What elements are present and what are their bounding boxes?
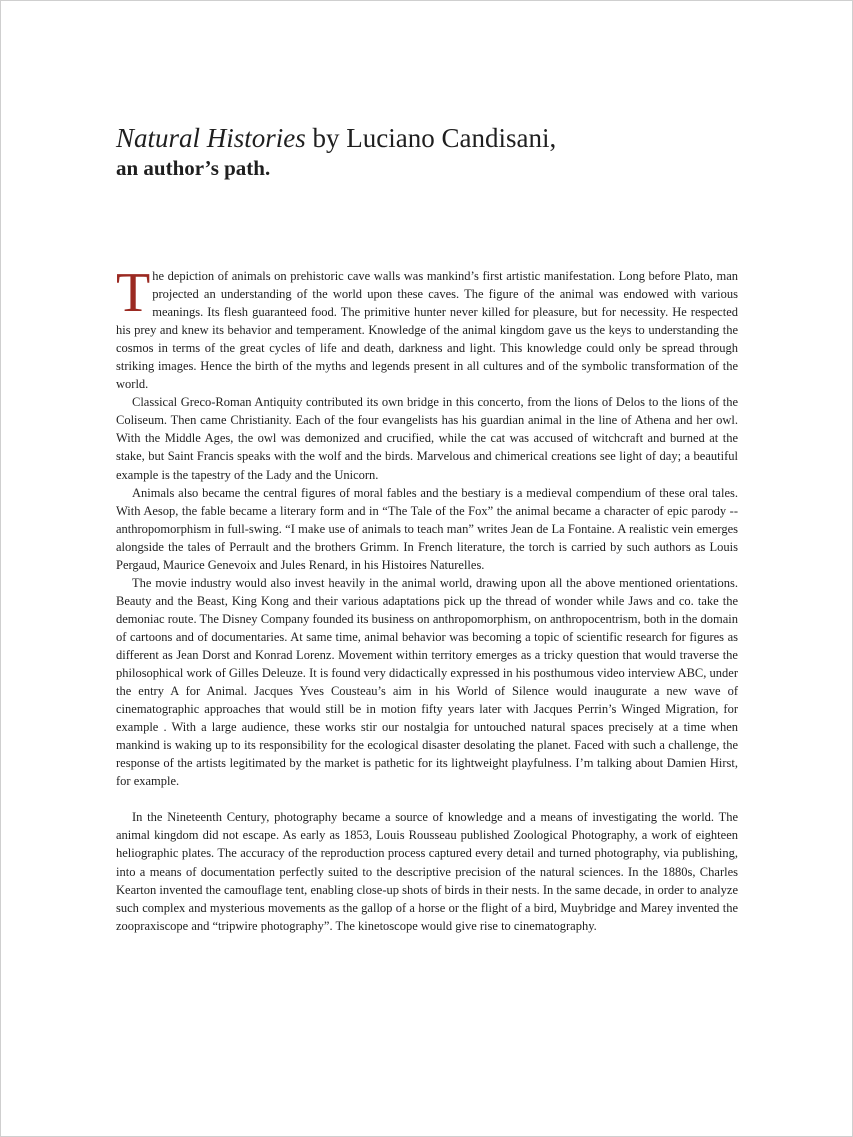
title-line <box>116 122 556 155</box>
paragraph-2: Classical Greco-Roman Antiquity contributed its own bridge in this concerto, from the lions of Delos to the lions of the Coliseum. Then came Christianity. Each of the four evangelists has his guardian animal in the line of Athena and her owl. With the Middle Ages, the owl was demonized and crucified, while the cat was accused of witchcraft and burned at the stake, but Saint Francis speaks with the wolf and the birds. Marvelous and chimerical creations see light of day; a beautiful example is the tapestry of the Lady and the Unicorn. <box>116 395 738 482</box>
paragraph-1-text: he depiction of animals on prehistoric cave walls was mankind’s first artistic manifestation. Long before Plato, man projected an understanding of the world upon these caves. The figure of the animal was endowed with various meanings. Its flesh guaranteed food. The primitive hunter never killed for pleasure, but for necessity. He respected his prey and knew its behavior and temperament. Knowledge of the animal kingdom gave us the keys to understanding the cosmos in terms of the great cycles of life and death, darkness and light. This knowledge could only be spread through striking images. Hence the birth of the myths and legends present in all cultures and of the symbolic transformation of the world. <box>116 269 738 392</box>
page-subtitle: an author’s path. <box>116 156 271 180</box>
article-body <box>116 262 738 935</box>
drop-cap: T <box>116 262 151 324</box>
paragraph-3: Animals also became the central figures of moral fables and the bestiary is a medieval compendium of these oral tales. With Aesop, the fable became a literary form and in “The Tale of the Fox” the animal became a character of epic parody -- anthropomorphism in full-swing. “I make use of animals to teach man” writes Jean de La Fontaine. A realistic vein emerges alongside the tales of Perrault and the brothers Grimm. In French literature, the torch is carried by such authors as Louis Pergaud, Maurice Genevoix and Jules Renard, in his Histoires Naturelles. <box>116 485 738 572</box>
paragraph-1 <box>116 262 738 393</box>
page-title <box>116 122 556 181</box>
title-italic: Natural Histories <box>116 123 306 153</box>
paragraph-4: The movie industry would also invest heavily in the animal world, drawing upon all the above mentioned orientations. Beauty and the Beast, King Kong and their various adaptations pick up the thread of wonder while Jaws and co. take the demoniac route. The Disney Company founded its business on anthropomorphism, on anthropocentrism, both in the domain of cartoons and of documentaries. At same time, animal behavior was becoming a topic of scientific research for figures as different as Jean Dorst and Konrad Lorenz. Movement within territory emerges as a tricky question that would traverse the philosophical work of Gilles Deleuze. It is found very didactically expressed in his posthumous video interview ABC, under the entry A for Animal. Jacques Yves Cousteau’s aim in his World of Silence would inaugurate a new wave of cinematographic approaches that would still be in motion fifty years later with Jacques Perrin’s Winged Migration, for example . With a large audience, these works stir our nostalgia for untouched natural spaces precisely at a time when mankind is waking up to its responsibility for the ecological disaster desolating the planet. Faced with such a challenge, the response of the artists legitimated by the market is pathetic for its lightweight playfulness. I’m talking about Damien Hirst, for example. <box>116 575 738 789</box>
title-author: by Luciano Candisani, <box>305 123 557 153</box>
paragraph-5: In the Nineteenth Century, photography became a source of knowledge and a means of investigating the world. The animal kingdom did not escape. As early as 1853, Louis Rousseau published Zoological Photography, a work of eighteen heliographic plates. The accuracy of the reproduction process captured every detail and turned photography, via publishing, into a means of documentation perfectly suited to the descriptive precision of the natural sciences. In the 1880s, Charles Kearton invented the camouflage tent, enabling close-up shots of birds in their nests. In the same decade, in order to analyze such complex and mysterious movements as the gallop of a horse or the flight of a bird, Muybridge and Marey invented the zoopraxiscope and “tripwire photography”. The kinetoscope would give rise to cinematography. <box>116 810 738 933</box>
